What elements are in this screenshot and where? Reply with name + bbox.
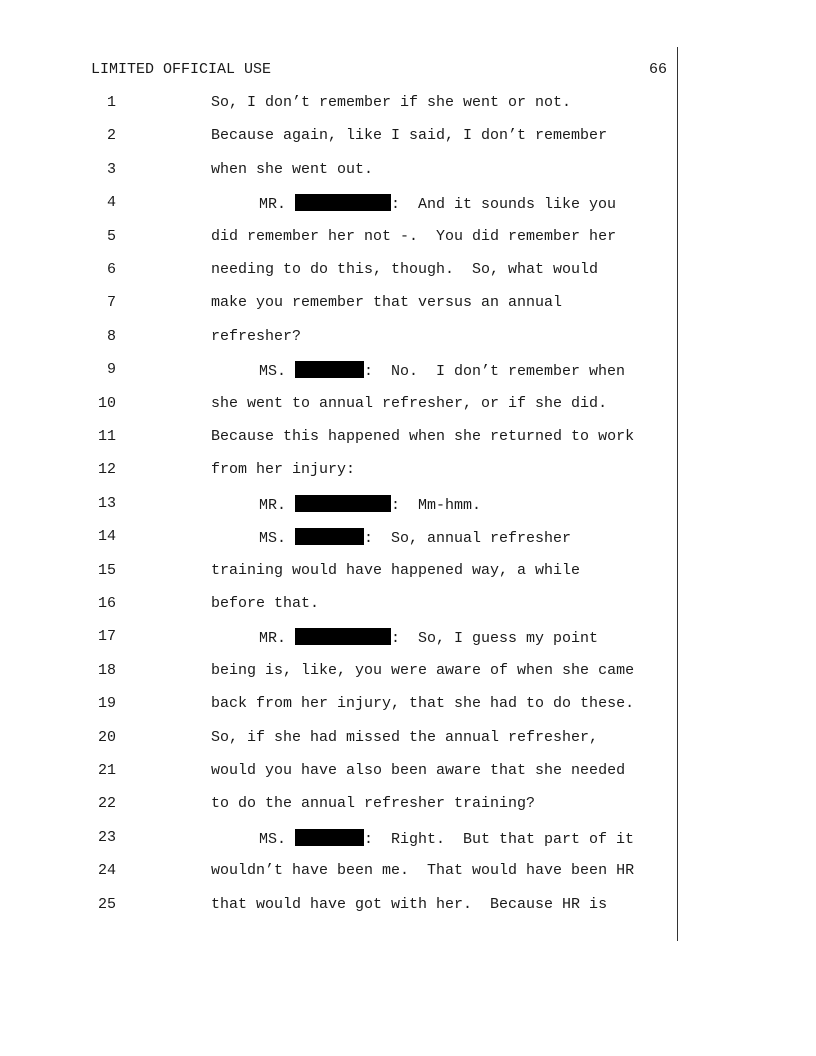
redaction-bar — [295, 528, 364, 545]
line-number: 22 — [97, 795, 116, 813]
transcript-line — [0, 729, 816, 749]
redaction-bar — [295, 495, 391, 512]
text-segment: when she went out. — [211, 160, 374, 178]
line-number: 13 — [97, 494, 116, 512]
line-number: 15 — [97, 561, 116, 579]
transcript-line — [0, 595, 816, 615]
transcript-line — [0, 228, 816, 248]
transcript-line — [0, 261, 816, 281]
text-segment: : So, I guess my point — [391, 630, 599, 648]
line-text — [211, 428, 634, 445]
line-number: 20 — [97, 728, 116, 746]
line-text — [259, 829, 634, 848]
transcript-line — [0, 829, 816, 849]
line-text — [211, 695, 634, 712]
line-number: 25 — [97, 895, 116, 913]
redaction-bar — [295, 829, 364, 846]
line-text — [211, 395, 607, 412]
line-text — [211, 896, 607, 913]
line-number: 16 — [97, 595, 116, 612]
transcript-line — [0, 161, 816, 181]
line-text — [211, 228, 616, 245]
text-segment: training would have happened way, a while — [211, 561, 581, 579]
line-text — [259, 194, 616, 213]
line-number: 6 — [106, 261, 116, 278]
line-text — [211, 595, 319, 612]
transcript-line — [0, 461, 816, 481]
line-number: 9 — [106, 361, 116, 379]
text-segment: refresher? — [211, 327, 302, 345]
line-text — [259, 528, 571, 547]
transcript-line — [0, 695, 816, 715]
line-text — [211, 862, 634, 879]
transcript-line — [0, 294, 816, 314]
transcript-line — [0, 428, 816, 448]
transcript-line — [0, 528, 816, 548]
transcript-line — [0, 94, 816, 114]
line-number: 11 — [97, 428, 116, 445]
line-number: 5 — [106, 227, 116, 245]
line-number: 24 — [97, 862, 116, 880]
line-number: 2 — [106, 127, 116, 145]
text-segment: : Mm-hmm. — [391, 496, 482, 514]
text-segment: did remember her not -. You did remember her — [211, 227, 617, 245]
line-number: 23 — [97, 828, 116, 846]
text-segment: back from her injury, that she had to do these. — [211, 695, 635, 713]
text-segment: make you remember that versus an annual — [211, 294, 563, 312]
transcript-line — [0, 361, 816, 381]
line-text — [259, 628, 598, 647]
page-number: 66 — [648, 61, 667, 78]
classification-header: LIMITED OFFICIAL USE — [91, 61, 272, 78]
line-text — [211, 795, 535, 812]
redaction-bar — [295, 194, 391, 211]
redaction-bar — [295, 361, 364, 378]
text-segment: Because this happened when she returned to work — [211, 428, 635, 445]
transcript-line — [0, 328, 816, 348]
line-text — [211, 94, 571, 111]
line-number: 10 — [97, 394, 116, 412]
line-text — [211, 662, 634, 679]
transcript-line — [0, 896, 816, 916]
text-segment: So, if she had missed the annual refresher, — [211, 728, 599, 746]
text-segment: Because again, like I said, I don’t remember — [211, 127, 608, 145]
text-segment: : No. I don’t remember when — [364, 363, 626, 381]
line-text — [259, 495, 481, 514]
line-text — [211, 127, 607, 144]
line-number: 17 — [97, 628, 116, 646]
transcript-line — [0, 562, 816, 582]
transcript-line — [0, 395, 816, 415]
text-segment: needing to do this, though. So, what would — [211, 261, 599, 278]
text-segment: to do the annual refresher training? — [211, 795, 536, 813]
text-segment: before that. — [211, 595, 320, 612]
text-segment: MR. — [259, 630, 296, 648]
transcript-line — [0, 194, 816, 214]
line-text — [211, 161, 373, 178]
text-segment: : So, annual refresher — [364, 530, 572, 548]
text-segment: : Right. But that part of it — [364, 830, 635, 848]
text-segment: MR. — [259, 496, 296, 514]
line-number: 19 — [97, 695, 116, 713]
line-text — [211, 729, 598, 746]
line-number: 18 — [97, 661, 116, 679]
line-number: 14 — [97, 528, 116, 546]
text-segment: So, I don’t remember if she went or not. — [211, 94, 572, 111]
text-segment: from her injury: — [211, 461, 356, 479]
transcript-line — [0, 762, 816, 782]
transcript-line — [0, 127, 816, 147]
text-segment: MS. — [259, 830, 296, 848]
text-segment: wouldn’t have been me. That would have been HR — [211, 862, 635, 880]
line-number: 7 — [106, 294, 116, 312]
text-segment: : And it sounds like you — [391, 196, 617, 214]
line-text — [259, 361, 625, 380]
text-segment: she went to annual refresher, or if she did. — [211, 394, 608, 412]
line-number: 3 — [106, 160, 116, 178]
transcript-line — [0, 628, 816, 648]
line-text — [211, 762, 625, 779]
line-number: 8 — [106, 327, 116, 345]
transcript-line — [0, 795, 816, 815]
line-number: 12 — [97, 461, 116, 479]
text-segment: would you have also been aware that she needed — [211, 762, 626, 779]
line-text — [211, 294, 562, 311]
text-segment: being is, like, you were aware of when she came — [211, 661, 635, 679]
line-number: 21 — [97, 762, 116, 779]
line-number: 4 — [106, 194, 116, 212]
transcript-line — [0, 662, 816, 682]
transcript-line — [0, 495, 816, 515]
line-text — [211, 328, 301, 345]
text-segment: that would have got with her. Because HR is — [211, 895, 608, 913]
line-text — [211, 461, 355, 478]
line-text — [211, 261, 598, 278]
text-segment: MS. — [259, 530, 296, 548]
line-text — [211, 562, 580, 579]
text-segment: MS. — [259, 363, 296, 381]
text-segment: MR. — [259, 196, 296, 214]
transcript-line — [0, 862, 816, 882]
redaction-bar — [295, 628, 391, 645]
line-number: 1 — [106, 94, 116, 111]
